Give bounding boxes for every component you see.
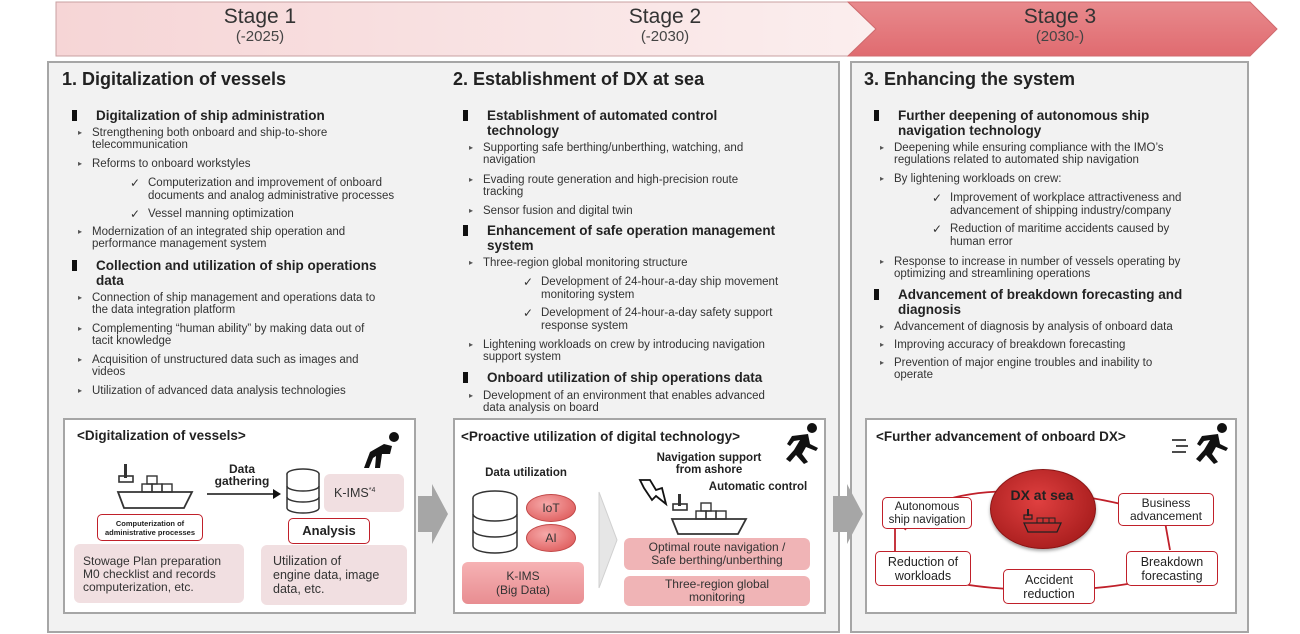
- p2-check: monitoring system: [541, 289, 635, 301]
- p3-item: ▸ Improving accuracy of breakdown forecasting: [880, 339, 1126, 351]
- p3-check: ✓ Improvement of workplace attractiveness and: [932, 191, 1182, 205]
- p2-sec1-title: Establishment of automated control technology: [487, 108, 717, 138]
- p3-item: regulations related to automated ship navigation: [894, 154, 1139, 166]
- p2-item: support system: [483, 351, 561, 363]
- panel1-title: 1. Digitalization of vessels: [62, 69, 287, 89]
- p3-item: ▸ By lightening workloads on crew:: [880, 173, 1062, 185]
- p3-item: ▸ Prevention of major engine troubles and inability to: [880, 357, 1153, 369]
- p2-item: ▸ Supporting safe berthing/unberthing, watching, and: [469, 142, 744, 154]
- p1-item: ▸ Complementing “human ability” by making data out of: [78, 323, 365, 335]
- p2-check: ✓ Development of 24-hour-a-day ship movement: [523, 275, 779, 289]
- stowage-box: Stowage Plan preparation M0 checklist and records computerization, etc.: [74, 544, 244, 603]
- business-advancement-node: Business advancement: [1118, 493, 1214, 526]
- p3-check: advancement of shipping industry/company: [950, 205, 1172, 217]
- p2-item: ▸ Development of an environment that enables advanced: [469, 390, 765, 402]
- p1-item: ▸ Reforms to onboard workstyles: [78, 158, 251, 170]
- progress-arrow-1: [416, 482, 450, 546]
- p2-check: ✓ Development of 24-hour-a-day safety support: [523, 306, 773, 320]
- three-region-box: Three-region global monitoring: [624, 576, 810, 606]
- p2-check: response system: [541, 320, 628, 332]
- data-utilization-label: Data utilization: [485, 467, 567, 479]
- utilization-box: Utilization of engine data, image data, etc.: [261, 545, 407, 605]
- autonomous-navigation-node: Autonomous ship navigation: [882, 497, 972, 529]
- p2-item: ▸ Lightening workloads on crew by introducing navigation: [469, 339, 765, 351]
- computerization-label: Computerization of administrative processes: [97, 514, 203, 541]
- p2-item: ▸ Sensor fusion and digital twin: [469, 205, 633, 217]
- p2-sec3-title: Onboard utilization of ship operations data: [487, 370, 762, 385]
- database-icon-2: [471, 490, 521, 556]
- ship-icon: [116, 462, 196, 516]
- p1-check: ✓ Computerization and improvement of onboard: [130, 176, 382, 190]
- p2-item: tracking: [483, 186, 524, 198]
- p3-item: optimizing and streamlining operations: [894, 268, 1091, 280]
- analysis-label: Analysis: [288, 518, 370, 544]
- p3-sec2-title: Advancement of breakdown forecasting and diagnosis: [898, 287, 1182, 317]
- ship-icon-3: [1023, 508, 1063, 534]
- p3-item: ▸ Response to increase in number of vessels operating by: [880, 256, 1181, 268]
- progress-arrow-2: [831, 482, 865, 546]
- ai-pill: AI: [526, 524, 576, 552]
- p3-item: ▸ Deepening while ensuring compliance with the IMO’s: [880, 142, 1164, 154]
- stage-3-label: Stage 3 (2030-): [1023, 5, 1097, 45]
- p1-item: ▸ Acquisition of unstructured data such as images and: [78, 354, 359, 366]
- box1-title: <Digitalization of vessels>: [77, 428, 246, 443]
- stage-2-label: Stage 2 (-2030): [628, 5, 702, 45]
- p1-item: telecommunication: [92, 139, 188, 151]
- p1-check: documents and analog administrative processes: [148, 190, 395, 202]
- data-gathering-arrow: [205, 489, 285, 499]
- stage-1-2-arrow: [56, 2, 876, 56]
- p3-item: operate: [894, 369, 934, 381]
- p1-check: ✓ Vessel manning optimization: [130, 207, 294, 221]
- box3-title: <Further advancement of onboard DX>: [876, 429, 1126, 444]
- optimal-route-box: Optimal route navigation / Safe berthing/unberthing: [624, 538, 810, 570]
- accident-reduction-node: Accident reduction: [1003, 569, 1095, 604]
- stage-1-label: Stage 1 (-2025): [223, 5, 297, 45]
- running-person-icon: [782, 422, 822, 466]
- lightning-icon: [636, 478, 668, 514]
- p1-item: ▸ Connection of ship management and operations data to: [78, 292, 376, 304]
- panel3-title: 3. Enhancing the system: [864, 69, 1076, 89]
- p1-item: performance management system: [92, 238, 267, 250]
- crouching-person-icon: [356, 430, 406, 470]
- kims-bigdata-box: K-IMS (Big Data): [462, 562, 584, 604]
- kims-box: K-IMS$^{*4}$: [324, 474, 404, 512]
- p3-check: human error: [950, 236, 1013, 248]
- automatic-control-label: Automatic control: [708, 481, 808, 493]
- breakdown-forecasting-node: Breakdown forecasting: [1126, 551, 1218, 586]
- p1-item: ▸ Strengthening both onboard and ship-to-shore: [78, 127, 328, 139]
- p3-sec1-title: Further deepening of autonomous ship navigation technology: [898, 108, 1149, 138]
- p1-item: tacit knowledge: [92, 335, 172, 347]
- p1-sec1-title: Digitalization of ship administration: [96, 108, 325, 123]
- box2-title: <Proactive utilization of digital technology>: [461, 429, 741, 444]
- p3-item: ▸ Advancement of diagnosis by analysis of onboard data: [880, 321, 1173, 333]
- panel2-title: 2. Establishment of DX at sea: [453, 69, 705, 89]
- p1-sec2-title: Collection and utilization of ship operations data: [96, 258, 377, 288]
- flow-chevron: [597, 490, 619, 590]
- p2-item: navigation: [483, 154, 536, 166]
- p1-item: videos: [92, 366, 126, 378]
- p1-item: the data integration platform: [92, 304, 236, 316]
- p2-item: ▸ Three-region global monitoring structure: [469, 257, 688, 269]
- p3-check: ✓ Reduction of maritime accidents caused by: [932, 222, 1170, 236]
- reduction-workloads-node: Reduction of workloads: [875, 551, 971, 586]
- data-gathering-label: Data gathering: [214, 462, 270, 488]
- ship-icon-2: [670, 492, 750, 540]
- p2-item: ▸ Evading route generation and high-precision route: [469, 174, 739, 186]
- iot-pill: IoT: [526, 494, 576, 522]
- navigation-support-label: Navigation support from ashore: [656, 452, 762, 476]
- p1-item: ▸ Utilization of advanced data analysis technologies: [78, 385, 346, 397]
- p2-item: data analysis on board: [483, 402, 599, 414]
- p2-sec2-title: Enhancement of safe operation management system: [487, 223, 775, 253]
- p1-item: ▸ Modernization of an integrated ship operation and: [78, 226, 346, 238]
- database-icon: [285, 468, 325, 518]
- dx-at-sea-label: DX at sea: [1010, 487, 1074, 503]
